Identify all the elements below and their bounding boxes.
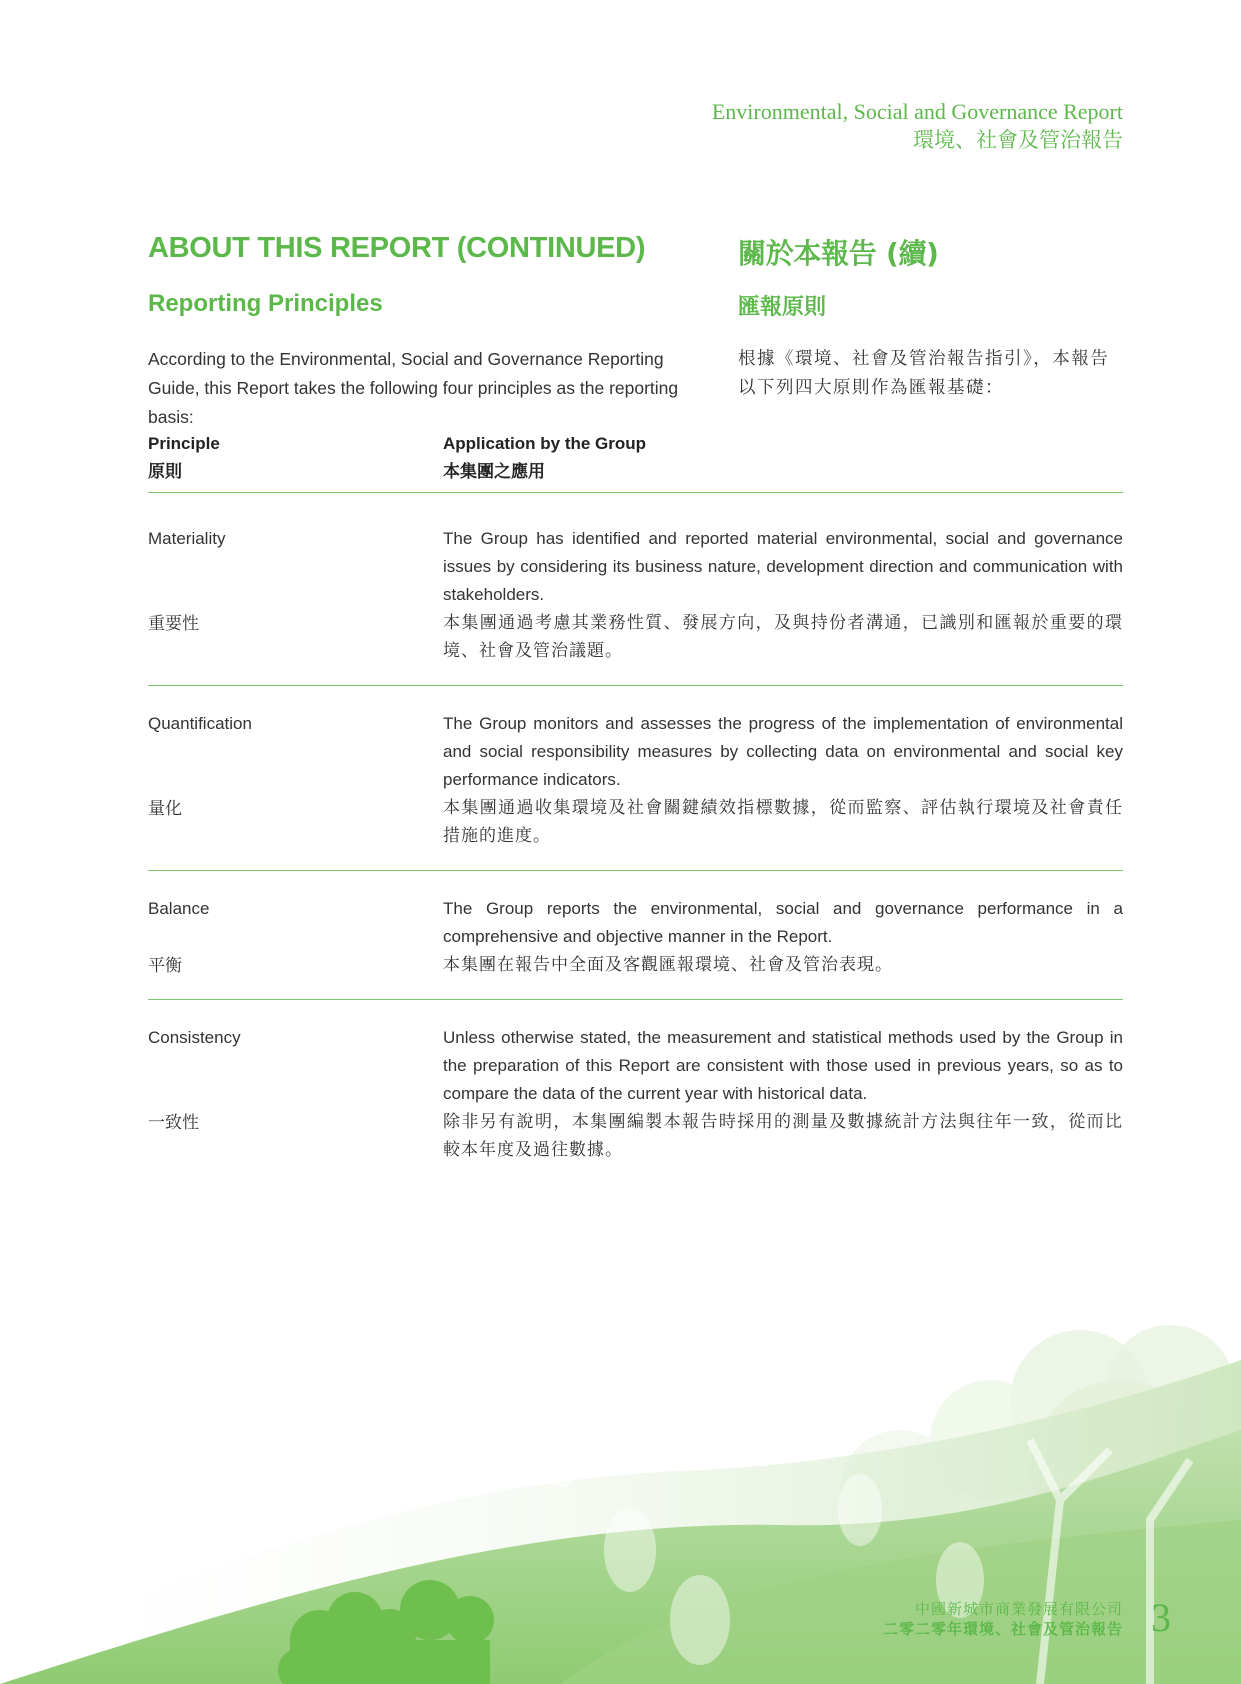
footer-report-title: 二零二零年環境、社會及管治報告: [882, 1620, 1123, 1638]
application-en: Unless otherwise stated, the measurement and statistical methods used by the Group in the preparation of this Report are consistent with those used in previous years, so as to compare the data of the current year with historical data.: [443, 1028, 1123, 1103]
principle-cell: [148, 1024, 241, 1133]
table-row-materiality: [148, 493, 1123, 686]
application-en: The Group reports the environmental, social and governance performance in a comprehensive and objective manner in the Report.: [443, 899, 1123, 946]
subsection-title-zh: 匯報原則: [738, 295, 827, 320]
application-cell: [443, 710, 1123, 850]
intro-paragraph-zh: 根據《環境、社會及管治報告指引》，本報告以下列四大原則作為匯報基礎：: [738, 349, 1110, 398]
application-cell: [443, 895, 1123, 979]
application-zh: 本集團通過考慮其業務性質、發展方向，及與持份者溝通，已識別和匯報於重要的環境、社會及管治議題。: [443, 613, 1123, 661]
header-title-zh: 環境、社會及管治報告: [913, 128, 1123, 152]
principle-zh: 平衡: [148, 956, 182, 976]
intro-paragraph-en: According to the Environmental, Social and Governance Reporting Guide, this Report takes the following four principles as the reporting basis:: [148, 349, 679, 427]
section-title-zh: 關於本報告 (續): [738, 237, 939, 270]
column-header-application-en: Application by the Group: [443, 434, 647, 453]
header-title-en: Environmental, Social and Governance Report: [711, 99, 1123, 124]
application-cell: [443, 1024, 1123, 1164]
column-header-application: [443, 430, 646, 486]
table-row-balance: [148, 871, 1123, 1000]
application-en: The Group has identified and reported material environmental, social and governance issues by considering its business nature, development direction and communication with stakeholders.: [443, 529, 1123, 604]
principles-table: [148, 430, 1123, 1184]
subsection-title-en: Reporting Principles: [148, 290, 383, 317]
running-header: [712, 98, 1123, 154]
principle-en: Balance: [148, 899, 210, 918]
application-zh: 除非另有說明，本集團編製本報告時採用的測量及數據統計方法與往年一致，從而比較本年度及過往數據。: [443, 1112, 1123, 1160]
principle-zh: 重要性: [148, 614, 199, 634]
column-header-principle-zh: 原則: [148, 462, 182, 482]
principle-cell: [148, 895, 210, 976]
page-number: 3: [1151, 1595, 1171, 1640]
table-row-quantification: [148, 686, 1123, 871]
column-header-application-zh: 本集團之應用: [443, 462, 545, 482]
principle-cell: [148, 710, 252, 819]
application-zh: 本集團通過收集環境及社會關鍵績效指標數據，從而監察、評估執行環境及社會責任措施的進度。: [443, 798, 1123, 846]
table-row-consistency: [148, 1000, 1123, 1184]
application-cell: [443, 525, 1123, 665]
column-header-principle-en: Principle: [148, 434, 220, 453]
application-zh: 本集團在報告中全面及客觀匯報環境、社會及管治表現。: [443, 955, 893, 975]
principle-zh: 量化: [148, 799, 182, 819]
column-header-principle: [148, 430, 220, 486]
principle-zh: 一致性: [148, 1113, 199, 1133]
page-footer: [883, 1599, 1123, 1639]
principle-cell: [148, 525, 226, 634]
application-en: The Group monitors and assesses the progress of the implementation of environmental and social responsibility measures by collecting data on environmental and social key performance indicators.: [443, 714, 1123, 789]
principle-en: Consistency: [148, 1028, 241, 1047]
principle-en: Quantification: [148, 714, 252, 733]
principle-en: Materiality: [148, 529, 226, 548]
table-header: [148, 430, 1123, 493]
footer-company-name: 中國新城市商業發展有限公司: [914, 1600, 1123, 1618]
section-title-en: ABOUT THIS REPORT (CONTINUED): [148, 232, 646, 264]
